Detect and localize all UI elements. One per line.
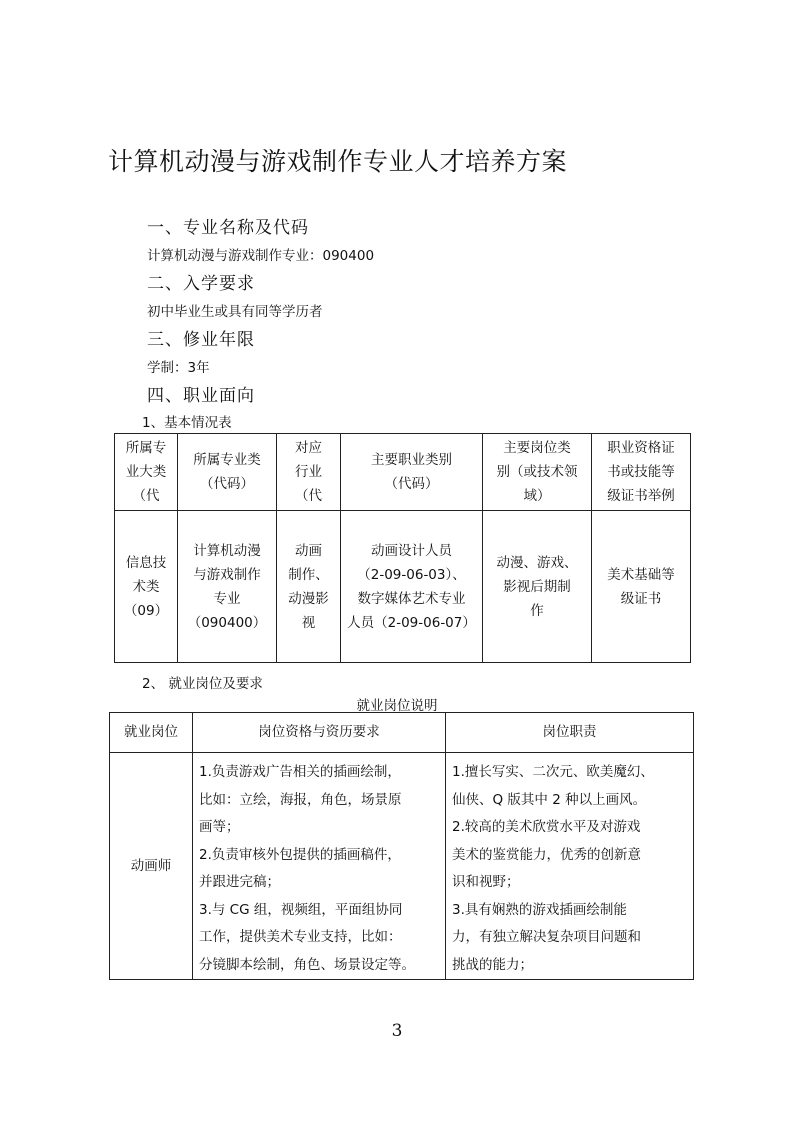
header-cell: 岗位职责 [446,713,694,753]
table-caption: 就业岗位说明 [356,698,438,714]
header-cell: 所属专业类 （代码） [178,434,277,511]
table-row [110,753,694,980]
table-cell: 美术基础等 级证书 [592,511,691,663]
section-text-name-code: 计算机动漫与游戏制作专业：090400 [147,248,375,264]
table-cell: 信息技 术类 （09） [115,511,178,663]
table-cell: 动漫、游戏、 影视后期制 作 [483,511,592,663]
header-cell: 岗位资格与资历要求 [193,713,446,753]
job-requirements-table [109,712,694,980]
job-title-cell: 动画师 [110,753,193,980]
requirements-cell: 1.负责游戏广告相关的插画绘制， 比如：立绘，海报，角色，场景原 画等； 2.负责审核外包提供的插画稿件， 并跟进完稿； 3.与 CG 组，视频组，平面组协同 工作，提供美术专业支持，比如： 分镜脚本绘制，角色、场景设定等。 [193,753,446,980]
table-header-row [115,434,691,511]
table-row [115,511,691,663]
header-cell: 主要岗位类 别（或技术领 域） [483,434,592,511]
section-heading-admission: 二、入学要求 [147,274,255,294]
table-header-row [110,713,694,753]
table-cell: 计算机动漫 与游戏制作 专业 （090400） [178,511,277,663]
section-text-admission: 初中毕业生或具有同等学历者 [147,304,323,320]
duties-cell: 1.擅长写实、二次元、欧美魔幻、 仙侠、Q 版其中 2 种以上画风。 2.较高的美术欣赏水平及对游戏 美术的鉴赏能力，优秀的创新意 识和视野； 3.具有娴熟的游戏插画绘制能 力，有独立解决复杂项目问题和 挑战的能力； [446,753,694,980]
section-text-duration: 学制：3年 [147,360,210,376]
section-heading-duration: 三、修业年限 [147,330,255,350]
header-cell: 主要职业类别 （代码） [341,434,483,511]
document-title: 计算机动漫与游戏制作专业人才培养方案 [108,147,568,176]
subsection-basic-table: 1、基本情况表 [142,415,232,431]
basic-info-table [114,433,691,663]
section-heading-career: 四、职业面向 [147,386,255,406]
table-cell: 动画设计人员 （2-09-06-03）、 数字媒体艺术专业 人员（2-09-06-07） [341,511,483,663]
header-cell: 所属专 业大类 （代 [115,434,178,511]
header-cell: 职业资格证 书或技能等 级证书举例 [592,434,691,511]
table-cell: 动画 制作、 动漫影 视 [277,511,341,663]
header-cell: 对应 行业 （代 [277,434,341,511]
page-number: 3 [391,1021,403,1041]
header-cell: 就业岗位 [110,713,193,753]
section-heading-name-code: 一、专业名称及代码 [147,218,309,238]
subsection-job-table: 2、 就业岗位及要求 [142,676,263,692]
